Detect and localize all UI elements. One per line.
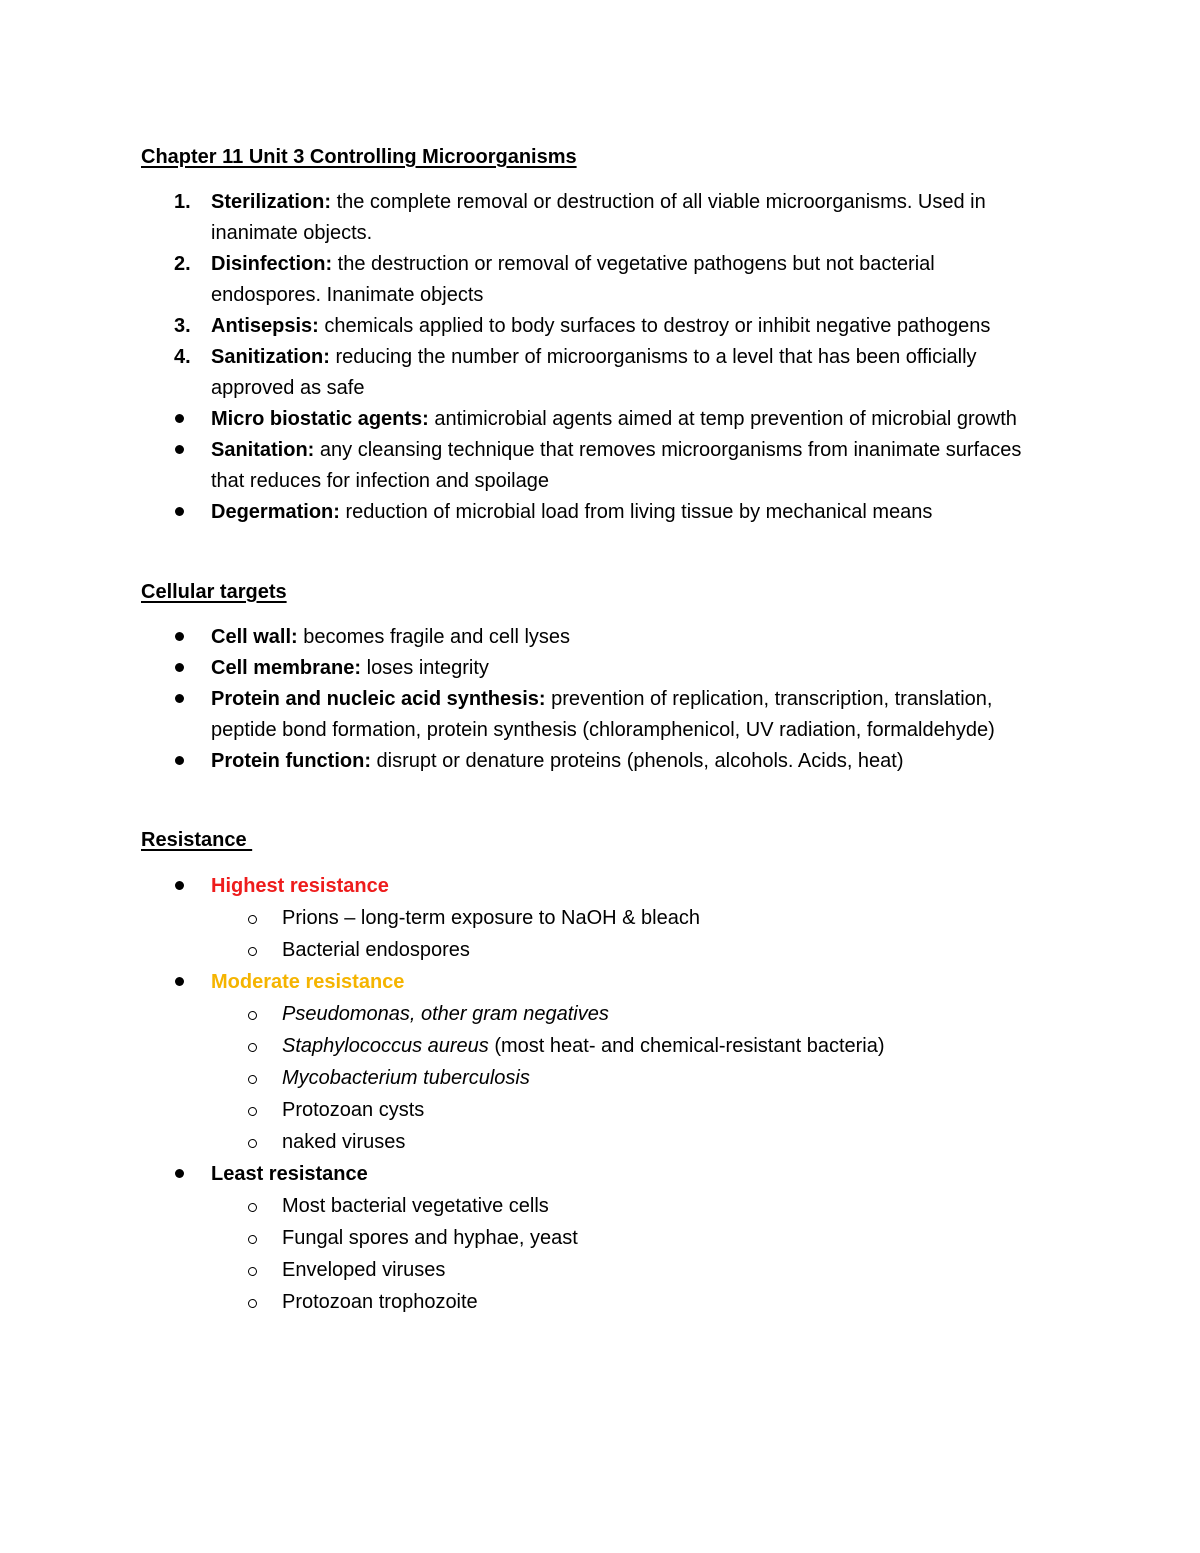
list-number: 3. [174,315,191,337]
sub-list-item [0,1030,1200,1062]
hollow-bullet-icon [248,1094,262,1126]
term-definition: disrupt or denature proteins (phenols, alcohols. Acids, heat) [370,750,904,772]
list-number: 1. [174,191,191,213]
sub-list-item [0,1062,1200,1094]
list-item [0,497,1200,528]
term-definition: reducing the number of microorganisms to a level that has been officially approved as safe [211,346,977,399]
hollow-bullet-icon [248,1190,262,1222]
item-text: (most heat- and chemical-resistant bacteria) [488,1035,885,1057]
resistance-group-highest [0,870,1200,966]
item-italic-text: Pseudomonas, other gram negatives [282,1003,609,1025]
item-text: Protozoan cysts [282,1099,425,1121]
term-label: Disinfection: [211,253,333,275]
term-label: Degermation: [211,501,340,523]
item-text: Bacterial endospores [282,939,470,961]
page-title: Chapter 11 Unit 3 Controlling Microorganisms [141,146,577,168]
term-label: Sanitation: [211,439,315,461]
cellular-targets-list [0,622,1200,777]
sub-list-item [0,1094,1200,1126]
item-text: naked viruses [282,1131,406,1153]
resistance-group-moderate [0,966,1200,1158]
sub-list-item [0,998,1200,1030]
term-definition: chemicals applied to body surfaces to destroy or inhibit negative pathogens [318,315,991,337]
term-label: Sanitization: [211,346,330,368]
term-definition: becomes fragile and cell lyses [297,626,571,648]
term-definition: antimicrobial agents aimed at temp prevention of microbial growth [428,408,1017,430]
term-label: Micro biostatic agents: [211,408,429,430]
sub-list-item [0,1254,1200,1286]
list-item [0,342,1200,404]
term-definition: any cleansing technique that removes microorganisms from inanimate surfaces that reduces for infection and spoilage [211,439,1022,492]
bullet-icon [175,1158,186,1190]
sub-list-item [0,1286,1200,1318]
list-item [0,187,1200,249]
sub-list-item [0,902,1200,934]
hollow-bullet-icon [248,1286,262,1318]
bullet-icon [175,746,186,777]
term-definition: prevention of replication, transcription, translation, peptide bond formation, protein synthesis (chloramphenicol, UV radiation, formaldehyde) [211,688,995,741]
hollow-bullet-icon [248,1222,262,1254]
hollow-bullet-icon [248,934,262,966]
item-text: Enveloped viruses [282,1259,446,1281]
bullet-icon [175,653,186,684]
sub-list-item [0,1222,1200,1254]
list-item [0,249,1200,311]
hollow-bullet-icon [248,1062,262,1094]
list-item [0,404,1200,435]
group-label-text: Moderate resistance [211,971,405,993]
section-heading-cellular-targets: Cellular targets [141,581,287,603]
term-label: Sterilization: [211,191,332,213]
bullet-icon [175,966,186,998]
bullet-icon [175,497,186,528]
sub-list-item [0,1190,1200,1222]
group-label [0,966,1200,998]
term-label: Cell wall: [211,626,298,648]
definitions-list [0,187,1200,528]
item-text: Fungal spores and hyphae, yeast [282,1227,578,1249]
item-text: Most bacterial vegetative cells [282,1195,549,1217]
sub-list-item [0,934,1200,966]
group-label [0,1158,1200,1190]
term-definition: reduction of microbial load from living tissue by mechanical means [339,501,933,523]
term-definition: the complete removal or destruction of all viable microorganisms. Used in inanimate objects. [211,191,986,244]
item-text: Prions – long-term exposure to NaOH & bleach [282,907,700,929]
term-definition: loses integrity [361,657,489,679]
term-label: Cell membrane: [211,657,362,679]
group-label-text: Highest resistance [211,875,389,897]
list-item [0,622,1200,653]
list-item [0,684,1200,746]
section-heading-resistance: Resistance [141,829,253,851]
term-definition: the destruction or removal of vegetative pathogens but not bacterial endospores. Inanimate objects [211,253,935,306]
term-label: Protein and nucleic acid synthesis: [211,688,546,710]
hollow-bullet-icon [248,1254,262,1286]
resistance-list [0,870,1200,1318]
bullet-icon [175,684,186,715]
term-label: Protein function: [211,750,371,772]
item-text: Protozoan trophozoite [282,1291,478,1313]
hollow-bullet-icon [248,998,262,1030]
term-label: Antisepsis: [211,315,319,337]
resistance-group-least [0,1158,1200,1318]
list-item [0,653,1200,684]
list-number: 2. [174,253,191,275]
bullet-icon [175,622,186,653]
list-item [0,311,1200,342]
group-label-text: Least resistance [211,1163,368,1185]
bullet-icon [175,870,186,902]
bullet-icon [175,404,186,435]
hollow-bullet-icon [248,1030,262,1062]
list-item [0,746,1200,777]
bullet-icon [175,435,186,466]
list-number: 4. [174,346,191,368]
group-label [0,870,1200,902]
item-italic-text: Staphylococcus aureus [282,1035,489,1057]
list-item [0,435,1200,497]
hollow-bullet-icon [248,1126,262,1158]
item-italic-text: Mycobacterium tuberculosis [282,1067,530,1089]
hollow-bullet-icon [248,902,262,934]
sub-list-item [0,1126,1200,1158]
